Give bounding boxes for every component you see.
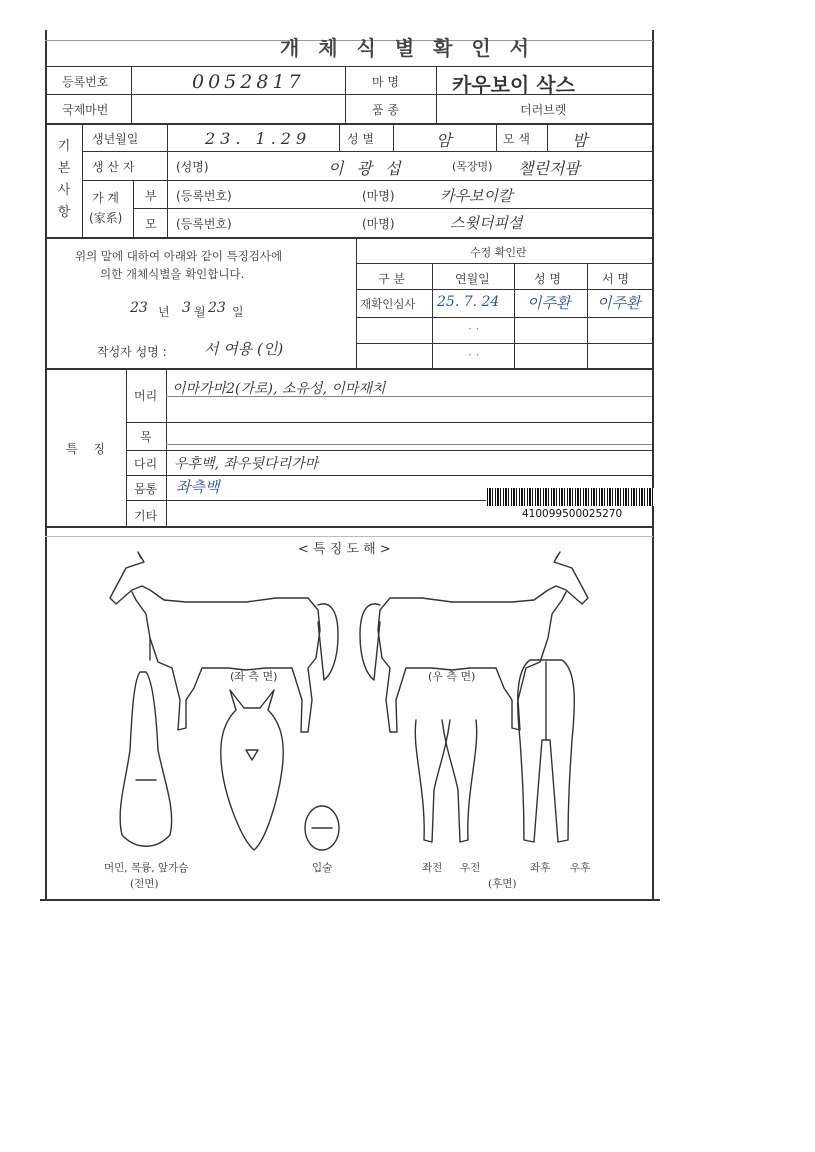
attest-day-unit: 일 bbox=[232, 305, 244, 319]
body-value: 좌측백 bbox=[176, 478, 220, 496]
dam-value: 스윗더피셜 bbox=[450, 214, 523, 232]
hind-right-caption: 우후 bbox=[570, 862, 591, 874]
birth-value: 23. 1.29 bbox=[205, 129, 312, 148]
farm-value: 챌린저팜 bbox=[518, 159, 580, 178]
revision-row1-sign: 이주환 bbox=[597, 294, 641, 312]
author-signature: 서 여용 (인) bbox=[204, 340, 284, 358]
revision-row2-date-dots: · · bbox=[468, 322, 480, 336]
front-legs-right-caption: 우전 bbox=[460, 862, 481, 874]
front-legs-left-caption: 좌전 bbox=[422, 862, 443, 874]
breeder-name-label: (성명) bbox=[176, 160, 209, 174]
front-legs-figure bbox=[415, 720, 476, 842]
attest-line2: 의한 개체식별을 확인합니다. bbox=[100, 267, 245, 281]
sire-label: 부 bbox=[145, 189, 157, 203]
rear-view-figure bbox=[518, 660, 575, 842]
frame-right-border bbox=[652, 30, 654, 900]
sex-label: 성 별 bbox=[347, 132, 374, 146]
front-caption: 머민, 목륭, 앞가슴 bbox=[104, 862, 189, 874]
attest-year-unit: 년 bbox=[158, 305, 170, 319]
breed-label: 품 종 bbox=[372, 103, 399, 117]
dam-regno-label: (등록번호) bbox=[176, 217, 232, 231]
left-side-caption: (좌 측 면) bbox=[230, 670, 278, 683]
revision-col-sign: 서 명 bbox=[602, 272, 629, 286]
horse-diagram bbox=[46, 550, 652, 895]
sire-regno-label: (등록번호) bbox=[176, 189, 232, 203]
author-label: 작성자 성명 : bbox=[97, 345, 167, 359]
dam-label: 모 bbox=[145, 217, 157, 231]
lips-figure bbox=[305, 806, 339, 850]
revision-row3-date-dots: · · bbox=[468, 348, 480, 362]
revision-col-name: 성 명 bbox=[534, 272, 561, 286]
lips-caption: 입술 bbox=[312, 862, 333, 874]
color-value: 밤 bbox=[572, 131, 588, 150]
revision-col-type: 구 분 bbox=[378, 272, 405, 286]
reg-no-value: 0052817 bbox=[192, 71, 305, 93]
attest-month-unit: 월 bbox=[194, 305, 206, 319]
revision-row1-date: 25. 7. 24 bbox=[437, 294, 500, 310]
diagram-title: < 특 징 도 해 > bbox=[298, 542, 391, 557]
frame-bottom-border bbox=[40, 899, 660, 901]
revision-row1-name: 이주환 bbox=[527, 294, 571, 312]
revision-col-date: 연월일 bbox=[455, 272, 490, 286]
attest-date-year: 23 bbox=[130, 300, 148, 316]
diagram-separator bbox=[45, 536, 653, 537]
basic-side-label: 기 본 사 항 bbox=[57, 139, 71, 220]
right-side-caption: (우 측 면) bbox=[428, 670, 476, 683]
features-side-label: 특 징 bbox=[66, 442, 111, 456]
attest-line1: 위의 말에 대하여 아래와 같이 특징검사에 bbox=[75, 249, 283, 263]
document-title: 개 체 식 별 확 인 서 bbox=[279, 36, 536, 60]
body-label: 몸통 bbox=[134, 482, 158, 496]
hind-left-caption: 좌후 bbox=[530, 862, 551, 874]
attest-date-month: 3 bbox=[182, 300, 191, 316]
head-value: 이마가마2(가로), 소유성, 이마재치 bbox=[172, 381, 386, 397]
pedigree-label: 가 계 bbox=[92, 191, 119, 205]
color-label: 모 색 bbox=[503, 132, 530, 146]
breed-value: 더러브렛 bbox=[520, 103, 567, 117]
horse-name-value: 카우보이 삭스 bbox=[452, 73, 575, 97]
reg-no-label: 등록번호 bbox=[62, 75, 109, 89]
neck-label: 목 bbox=[140, 430, 152, 444]
breeder-label: 생 산 자 bbox=[92, 160, 135, 174]
pedigree-hanja: (家系) bbox=[89, 211, 123, 225]
sex-value: 암 bbox=[436, 131, 452, 150]
dam-name-label: (마명) bbox=[362, 217, 395, 231]
legs-value: 우후백, 좌우뒷다리가마 bbox=[174, 456, 319, 472]
rear-label: (후면) bbox=[488, 878, 517, 890]
barcode-number: 410099500025270 bbox=[522, 508, 623, 520]
barcode bbox=[487, 488, 654, 506]
breeder-name-value: 이 광 섭 bbox=[328, 159, 405, 178]
legs-label: 다리 bbox=[134, 457, 158, 471]
farm-label: (목장명) bbox=[452, 160, 493, 173]
revision-row1-type: 재확인심사 bbox=[360, 297, 416, 311]
neck-front-figure bbox=[120, 672, 172, 846]
intl-no-label: 국제마번 bbox=[62, 103, 109, 117]
attest-date-day: 23 bbox=[208, 300, 226, 316]
right-side-horse-figure bbox=[360, 552, 588, 732]
sire-value: 카우보이칼 bbox=[440, 187, 513, 205]
head-label: 머리 bbox=[134, 389, 158, 403]
sire-name-label: (마명) bbox=[362, 189, 395, 203]
horse-name-label: 마 명 bbox=[372, 75, 399, 89]
left-side-horse-figure bbox=[110, 552, 338, 732]
other-label: 기타 bbox=[134, 509, 158, 523]
birth-label: 생년월일 bbox=[92, 132, 139, 146]
front-label: (전면) bbox=[130, 878, 159, 890]
revision-title: 수정 확인란 bbox=[470, 246, 527, 259]
head-front-figure bbox=[221, 690, 283, 850]
